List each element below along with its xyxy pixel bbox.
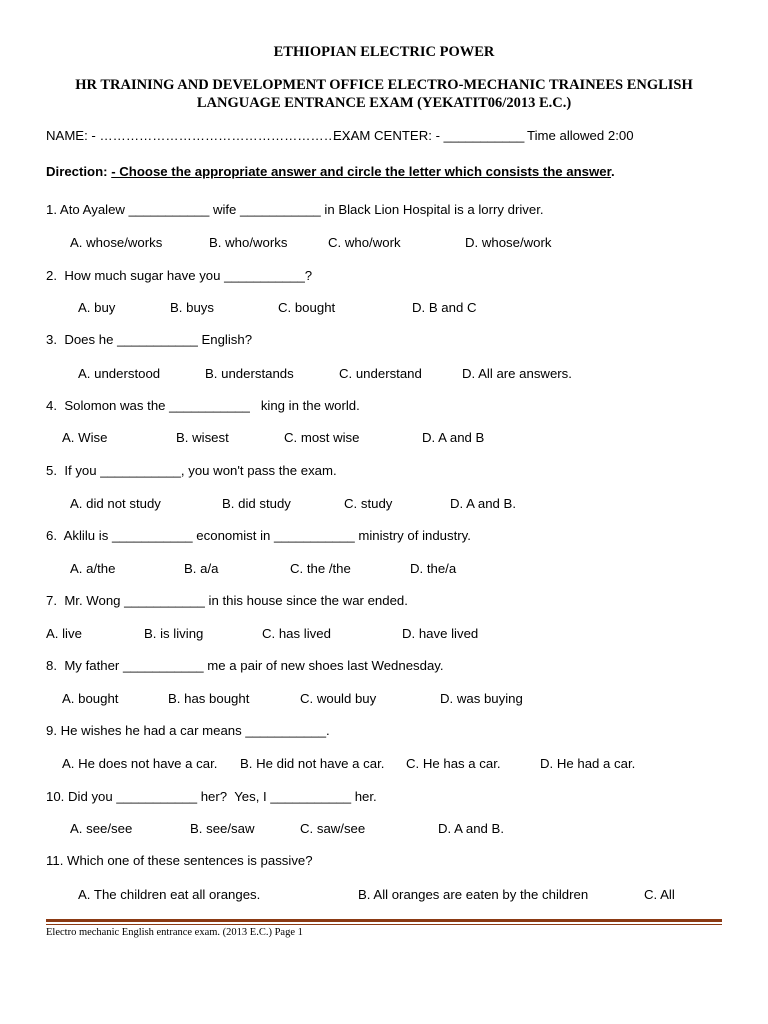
direction-text: - Choose the appropriate answer and circle the letter which consists the answer <box>111 164 612 179</box>
direction <box>46 164 615 179</box>
direction-period: . <box>611 164 615 179</box>
question-9: 9. He wishes he had a car means ___________. <box>46 723 330 738</box>
option-2c[interactable]: C. bought <box>278 300 336 315</box>
option-11b[interactable]: B. All oranges are eaten by the children <box>358 887 589 902</box>
option-10a[interactable]: A. see/see <box>70 821 133 836</box>
option-6a[interactable]: A. a/the <box>70 561 116 576</box>
question-7: 7. Mr. Wong ___________ in this house since the war ended. <box>46 593 408 608</box>
question-5: 5. If you ___________, you won't pass the exam. <box>46 463 337 478</box>
option-5b[interactable]: B. did study <box>222 496 291 511</box>
option-10c[interactable]: C. saw/see <box>300 821 366 836</box>
option-7b[interactable]: B. is living <box>144 626 204 641</box>
option-4a[interactable]: A. Wise <box>62 430 108 445</box>
question-8: 8. My father ___________ me a pair of new shoes last Wednesday. <box>46 658 444 673</box>
option-6d[interactable]: D. the/a <box>410 561 457 576</box>
option-9c[interactable]: C. He has a car. <box>406 756 501 771</box>
question-10: 10. Did you ___________ her? Yes, I ___________ her. <box>46 789 377 804</box>
option-2a[interactable]: A. buy <box>78 300 116 315</box>
option-1d[interactable]: D. whose/work <box>465 235 552 250</box>
option-10b[interactable]: B. see/saw <box>190 821 255 836</box>
option-9d[interactable]: D. He had a car. <box>540 756 636 771</box>
option-8c[interactable]: C. would buy <box>300 691 377 706</box>
option-4d[interactable]: D. A and B <box>422 430 485 445</box>
option-7d[interactable]: D. have lived <box>402 626 479 641</box>
question-6: 6. Aklilu is ___________ economist in ___________ ministry of industry. <box>46 528 471 543</box>
question-1: 1. Ato Ayalew ___________ wife ___________ in Black Lion Hospital is a lorry driver. <box>46 202 544 217</box>
question-3: 3. Does he ___________ English? <box>46 332 253 347</box>
option-6c[interactable]: C. the /the <box>290 561 351 576</box>
question-2: 2. How much sugar have you ___________? <box>46 268 313 283</box>
option-9a[interactable]: A. He does not have a car. <box>62 756 218 771</box>
org-title: ETHIOPIAN ELECTRIC POWER <box>273 44 495 60</box>
option-5a[interactable]: A. did not study <box>70 496 161 511</box>
option-1b[interactable]: B. who/works <box>209 235 288 250</box>
option-3a[interactable]: A. understood <box>78 366 161 381</box>
option-3d[interactable]: D. All are answers. <box>462 366 572 381</box>
option-7c[interactable]: C. has lived <box>262 626 331 641</box>
option-10d[interactable]: D. A and B. <box>438 821 504 836</box>
option-3c[interactable]: C. understand <box>339 366 422 381</box>
option-1a[interactable]: A. whose/works <box>70 235 163 250</box>
option-4c[interactable]: C. most wise <box>284 430 360 445</box>
footer-rule-thick <box>46 919 722 922</box>
footer-rule-thin <box>46 924 722 925</box>
option-11a[interactable]: A. The children eat all oranges. <box>78 887 261 902</box>
option-2d[interactable]: D. B and C <box>412 300 477 315</box>
option-11c[interactable]: C. All <box>644 887 675 902</box>
direction-label: Direction: <box>46 164 108 179</box>
question-4: 4. Solomon was the ___________ king in the world. <box>46 398 360 413</box>
time-allowed: Time allowed 2:00 <box>527 128 634 143</box>
option-3b[interactable]: B. understands <box>205 366 294 381</box>
option-5c[interactable]: C. study <box>344 496 393 511</box>
option-1c[interactable]: C. who/work <box>328 235 401 250</box>
option-7a[interactable]: A. live <box>46 626 82 641</box>
page-footer: Electro mechanic English entrance exam. (2013 E.C.) Page 1 <box>46 927 303 938</box>
name-field: NAME: - …………………………………………………. <box>46 128 354 143</box>
option-4b[interactable]: B. wisest <box>176 430 229 445</box>
question-11: 11. Which one of these sentences is passive? <box>46 853 313 868</box>
option-5d[interactable]: D. A and B. <box>450 496 516 511</box>
option-8a[interactable]: A. bought <box>62 691 119 706</box>
exam-title-line2: LANGUAGE ENTRANCE EXAM (YEKATIT06/2013 E.C.) <box>196 95 572 111</box>
option-2b[interactable]: B. buys <box>170 300 214 315</box>
option-9b[interactable]: B. He did not have a car. <box>240 756 385 771</box>
option-8b[interactable]: B. has bought <box>168 691 250 706</box>
exam-title-line1: HR TRAINING AND DEVELOPMENT OFFICE ELECTRO-MECHANIC TRAINEES ENGLISH <box>75 77 693 93</box>
option-6b[interactable]: B. a/a <box>184 561 219 576</box>
exam-center-field: EXAM CENTER: - ___________ <box>333 128 525 143</box>
option-8d[interactable]: D. was buying <box>440 691 523 706</box>
